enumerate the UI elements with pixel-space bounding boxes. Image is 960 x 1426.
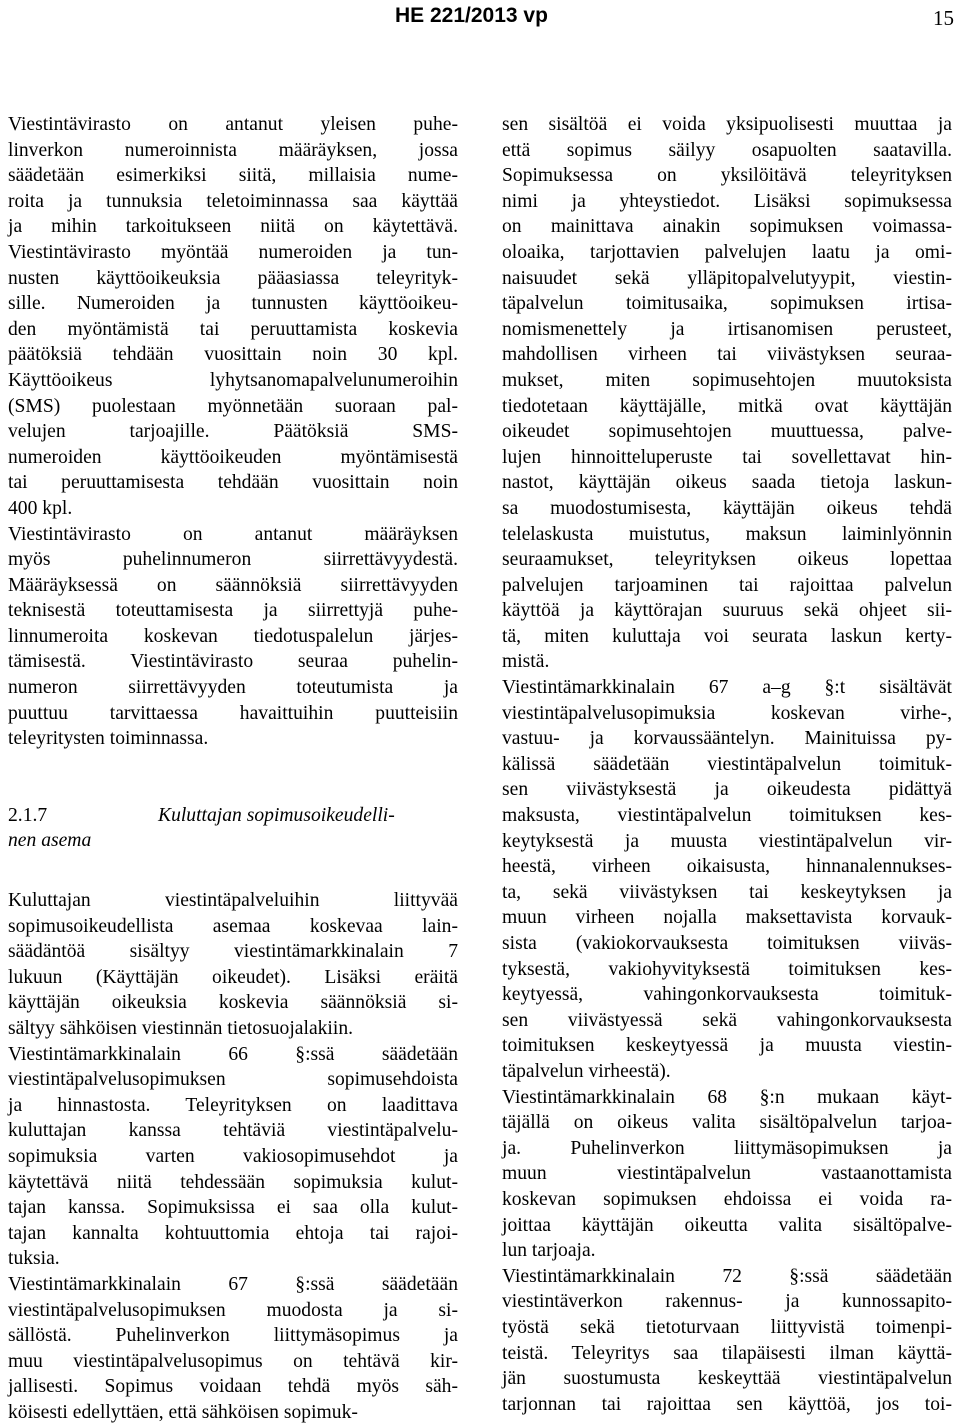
text-line: sällöstä. Puhelinverkon liittymäsopimus ja: [8, 1325, 458, 1347]
text-line: Viestintävirasto myöntää numeroiden ja tun-: [8, 241, 458, 263]
text-line: linverkon numeroinnista määräyksen, jossa: [8, 139, 458, 161]
text-line: muun virheen nojalla maksettavista korvauk-: [502, 907, 952, 929]
section-title: Kuluttajan sopimusoikeudelli-: [158, 804, 395, 826]
text-line: 400 kpl.: [8, 497, 73, 519]
page-number: 15: [933, 6, 954, 30]
text-line: viestintäpalvelusopimuksia koskevan virhe-,: [502, 702, 952, 724]
text-line: Käyttöoikeus lyhytsanomapalvelunumeroihin: [8, 369, 458, 391]
text-line: Määräyksessä on säännöksiä siirrettävyyden: [8, 574, 458, 596]
text-line: tämisestä. Viestintävirasto seuraa puhelin-: [8, 651, 458, 673]
text-line: sen viivästyessä sekä vahingonkorvauksesta: [502, 1009, 952, 1031]
text-line: Viestintävirasto on antanut yleisen puhe-: [8, 114, 458, 135]
text-line: viestintäverkon rakennus- ja kunnossapito-: [502, 1291, 952, 1313]
text-line: nastot, käyttäjän oikeus saada tietoja laskun-: [502, 472, 952, 494]
text-line: keytyksestä ja muusta viestintäpalvelun vir-: [502, 830, 952, 852]
spacer: [8, 752, 458, 803]
text-line: ta, sekä viivästyksen tai keskeytyksen ja: [502, 881, 952, 903]
text-line: myös puhelinnumeron siirrettävyydestä.: [8, 549, 458, 571]
text-line: puuttuu tarvittaessa havaittuihin puutteisiin: [8, 702, 458, 724]
text-line: mukset, miten sopimusehtojen muutoksista: [502, 369, 952, 391]
text-line: käytettävä niitä tehdessään sopimuksia kulut-: [8, 1171, 458, 1193]
text-line: lukuun (Käyttäjän oikeudet). Lisäksi eräitä: [8, 966, 458, 988]
text-line: ja hinnastosta. Teleyrityksen on laadittava: [8, 1094, 458, 1116]
text-line: keytyessä, vahingonkorvauksesta toimituk-: [502, 984, 952, 1006]
text-line: sen sisältöä ei voida yksipuolisesti muuttaa ja: [502, 114, 952, 135]
left-column: [8, 112, 458, 1426]
text-line: den myöntämistä tai peruuttamista koskevia: [8, 318, 458, 340]
text-line: säädäntöä sisältyy viestintämarkkinalain 7: [8, 941, 458, 963]
text-line: nimi ja yhteystiedot. Lisäksi sopimuksessa: [502, 190, 952, 212]
text-line: telelaskusta muistutus, maksun laiminlyönnin: [502, 523, 952, 545]
text-line: kälissä säädetään viestintäpalvelun toimituk-: [502, 753, 952, 775]
text-line: tä, miten kuluttaja voi seurata laskun kerty-: [502, 625, 952, 647]
text-line: sista (vakiokorvauksesta toimituksen viiväs-: [502, 933, 952, 954]
paragraph: [8, 1042, 458, 1272]
text-line: Viestintävirasto on antanut määräyksen: [8, 523, 458, 545]
text-line: mahdollisen virheen tai viivästyksen seuraa-: [502, 344, 952, 366]
text-line: numeron siirrettävyyden toteutumista ja: [8, 677, 458, 699]
text-line: käyttäjän oikeuksia koskevia säännöksiä si-: [8, 992, 458, 1014]
text-line: täpalvelun toimitusaika, sopimuksen irtisa-: [502, 293, 952, 315]
text-line: koskevan sopimuksen ehdoissa ei voida ra-: [502, 1188, 952, 1210]
paragraph: [502, 1264, 952, 1418]
text-line: viestintäpalvelusopimuksen muodosta ja si-: [8, 1299, 458, 1321]
text-line: tajan kannalta kohtuuttomia ehtoja tai rajoi-: [8, 1222, 458, 1244]
text-line: muu viestintäpalvelusopimus on tehtävä kir-: [8, 1350, 458, 1372]
text-line: (SMS) puolestaan myönnetään suoraan pal-: [8, 395, 458, 417]
text-line: tai peruuttamisesta tehdään vuosittain noin: [8, 472, 458, 494]
text-line: lun tarjoaja.: [502, 1240, 596, 1262]
text-line: sille. Numeroiden ja tunnusten käyttöoikeu-: [8, 293, 458, 315]
text-line: muun viestintäpalvelun vastaanottamista: [502, 1163, 952, 1185]
text-line: sopimuksia varten vakiosopimusehdot ja: [8, 1145, 458, 1167]
text-line: tyksestä, vakiohyvityksestä toimituksen kes-: [502, 958, 952, 980]
paragraph: [8, 522, 458, 752]
text-line: toimituksen keskeytyessä ja muusta viestin-: [502, 1035, 952, 1057]
section-heading: [8, 803, 458, 829]
section-title-continued: nen asema: [8, 830, 92, 852]
paragraph: [502, 1085, 952, 1264]
text-line: sopimusoikeudellista asemaa koskevaa lain-: [8, 915, 458, 937]
text-line: mistä.: [502, 651, 550, 673]
text-line: jän suostumusta keskeyttää viestintäpalvelun: [502, 1368, 952, 1390]
text-line: päätöksiä tehdään vuosittain noin 30 kpl.: [8, 344, 458, 366]
text-line: Kuluttajan viestintäpalveluihin liittyvää: [8, 890, 458, 912]
text-line: täpalvelun virheestä).: [502, 1060, 671, 1082]
right-column: [502, 112, 952, 1417]
text-line: Viestintämarkkinalain 72 §:ssä säädetään: [502, 1265, 952, 1287]
text-line: tarjonnan tai rajoittaa sen käyttöä, jos toi-: [502, 1393, 952, 1415]
text-line: tiedotetaan käyttäjälle, mitkä ovat käyttäjän: [502, 395, 952, 417]
text-line: Viestintämarkkinalain 68 §:n mukaan käyt-: [502, 1086, 952, 1108]
text-line: sen viivästyksestä ja oikeudesta pidättyä: [502, 779, 952, 801]
text-line: nusten käyttöoikeuksia pääasiassa teleyrityk-: [8, 267, 458, 289]
text-line: säädetään esimerkiksi siitä, millaisia nume-: [8, 165, 458, 187]
text-line: numeroiden käyttöoikeuden myöntämisestä: [8, 446, 458, 468]
text-line: roita ja tunnuksia teletoiminnassa saa käyttää: [8, 190, 458, 212]
text-line: oloaika, tarjottavien palvelujen laatu ja omi-: [502, 241, 952, 263]
text-line: Viestintämarkkinalain 67 §:ssä säädetään: [8, 1273, 458, 1295]
text-line: teistä. Teleyritys saa tilapäisesti ilman käyttä-: [502, 1342, 952, 1364]
text-line: ja. Puhelinverkon liittymäsopimuksen ja: [502, 1137, 952, 1159]
paragraph: [502, 112, 952, 675]
text-line: jallisesti. Sopimus voidaan tehdä myös säh-: [8, 1376, 458, 1398]
page-header: [0, 4, 960, 34]
text-line: on mainittava ainakin sopimuksen voimassa-: [502, 216, 952, 238]
paragraph: [502, 675, 952, 1085]
text-line: viestintäpalvelusopimuksen sopimusehdoista: [8, 1069, 458, 1091]
text-line: ja mihin tarkoitukseen niitä on käytettävä.: [8, 216, 458, 238]
text-line: maksusta, viestintäpalvelun toimituksen kes-: [502, 805, 952, 827]
text-line: teknisestä toteuttamisesta ja siirrettyjä puhe-: [8, 600, 458, 622]
text-line: tuksia.: [8, 1248, 60, 1270]
paragraph: [8, 1272, 458, 1426]
text-line: työstä sekä tietoturvaan liittyvistä toimenpi-: [502, 1316, 952, 1338]
section-number: 2.1.7: [8, 804, 48, 826]
paragraph: [8, 888, 458, 1042]
text-line: palvelujen tarjoaminen tai rajoittaa palvelun: [502, 574, 952, 596]
text-line: että sopimus säilyy osapuolten saatavilla.: [502, 139, 952, 161]
text-line: vastuu- ja korvaussääntelyn. Mainituissa py-: [502, 728, 952, 750]
text-line: köisesti edellyttäen, että sähköisen sopimuk-: [8, 1401, 358, 1423]
text-line: nomismenettely ja irtisanomisen perusteet,: [502, 318, 952, 340]
text-line: velujen tarjoajille. Päätöksiä SMS-: [8, 421, 458, 443]
text-line: kuluttajan kanssa tehtäviä viestintäpalvelu-: [8, 1120, 458, 1142]
text-line: naisuudet sekä ylläpitopalvelutyypit, viestin-: [502, 267, 952, 289]
text-line: Viestintämarkkinalain 67 a–g §:t sisältävät: [502, 677, 952, 699]
text-line: teleyritysten toiminnassa.: [8, 728, 209, 750]
spacer: [8, 854, 458, 888]
text-line: oikeudet sopimusehtojen muuttuessa, palve-: [502, 421, 952, 443]
text-line: joittaa käyttäjän oikeutta valita sisältöpalve-: [502, 1214, 952, 1236]
text-line: tajan kanssa. Sopimuksissa ei saa olla kulut-: [8, 1197, 458, 1219]
document-id: HE 221/2013 vp: [395, 4, 548, 27]
text-line: linnumeroita koskevan tiedotuspalelun järjes-: [8, 625, 458, 647]
text-line: sa muodostumisesta, käyttäjän oikeus tehdä: [502, 497, 952, 519]
text-line: täjällä on oikeus valita sisältöpalvelun tarjoa-: [502, 1112, 952, 1134]
text-line: lujen hinnoitteluperuste tai sovellettavat hin-: [502, 446, 952, 468]
text-line: seuraamukset, teleyrityksen oikeus lopettaa: [502, 549, 952, 571]
text-line: Sopimuksessa on yksilöitävä teleyrityksen: [502, 165, 952, 187]
paragraph: [8, 112, 458, 522]
text-line: käyttöä ja käyttörajan suuruus sekä ohjeet sii-: [502, 600, 952, 622]
text-line: sältyy sähköisen viestinnän tietosuojalakiin.: [8, 1018, 354, 1039]
text-line: Viestintämarkkinalain 66 §:ssä säädetään: [8, 1043, 458, 1065]
text-line: heestä, virheen oikaisusta, hinnanalennukses-: [502, 856, 952, 878]
